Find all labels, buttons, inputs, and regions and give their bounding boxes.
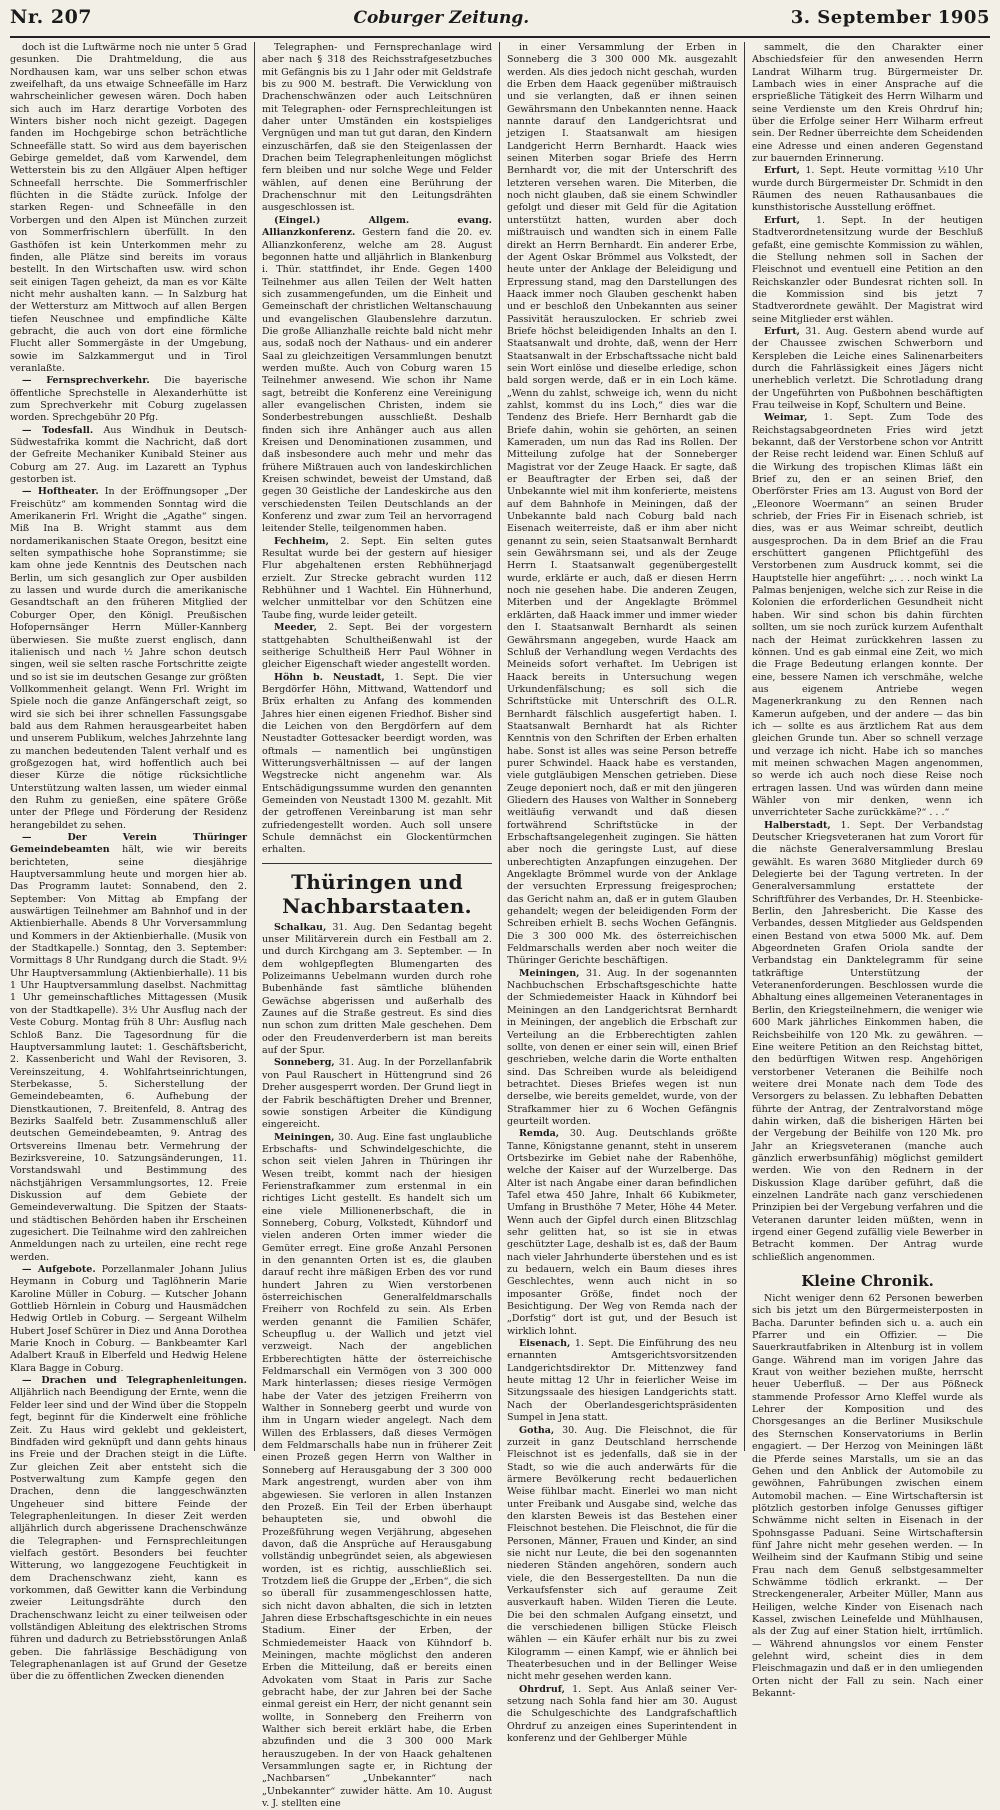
article-dateline: Meeder, <box>274 622 317 634</box>
article-paragraph <box>752 215 983 326</box>
article-paragraph <box>507 1338 737 1424</box>
article-paragraph <box>10 486 247 832</box>
article-text: 1. Sept. Aus Anlaß seiner Ver- setzung nach Sohla fand hier am 30. August die Schulgeschichte des Landgrafschaftlich Ohrdruf zu anzeigen eines Superintendent in konferenz und der Gehlberger Mühle <box>507 1683 737 1745</box>
article-text: Porzellanmaler Johann Julius Heymann in Coburg und Taglöhnerin Marie Karoline Müller in Coburg. — Kutscher Johann Gottlieb Hörnlein in Coburg und Hausmädchen Hedwig Ortleb in Coburg. — Sergeant Wilhelm Hubert Josef Schürer in Diez und Anna Dorothea Marie Knoch in Coburg. — Bankbeamter Karl Adalbert Krauß in Elberfeld und Hedwig Helene Klara Bagge in Coburg. <box>10 1264 247 1374</box>
article-text: 31. Aug. Gestern abend wurde auf der Chaussee zwischen Schwerborn und Kerspleben die Leiche eines Salinenarbeiters durch die Fahrlässigkeit eines Jägers nicht unerheblich verletzt. Die Schrotladung drang der Ungeführten von Pußbohnen beschäftigten Frau teilweise in Kopf, Schultern und Beine. <box>752 325 983 411</box>
column-2 <box>255 42 500 1810</box>
article-text: 1. Sept. Die Einführung des neu ernannten Amtsgerichtsvorsitzenden Landgerichtsdirektor Dr. Mittenzwey fand heute mittag 12 Uhr in feierlicher Weise im Sitzungssaale des hiesigen Landgerichts statt. Nach der Oberlandesgerichtspräsidenten Sumpel in Jena statt. <box>507 1338 737 1424</box>
column-1 <box>10 42 255 1683</box>
article-dateline: Erfurt, <box>764 214 800 226</box>
article-paragraph <box>262 1132 492 1810</box>
article-text: Alljährlich nach Beendigung der Ernte, wenn die Felder leer sind und der Wind über die Stoppeln fegt, beginnt für die Kinderwelt eine fröhliche Zeit. Zu Haus wird geklebt und gekleistert, Bindfaden wird geknüpft und dann gehts hinaus ins Freie und der Drachen steigt in die Lüfte. Zur gleichen Zeit aber entsteht sich die Postverwaltung zum Kampfe gegen den Drachen, denn die langgeschwänzten Ungeheuer sind bittere Feinde der Telegraphenleitungen. In dieser Zeit werden alljährlich durch abgerissene Drachenschwänze die Telegraphen- und Fernsprechleitungen vielfach gestört. Besonders bei feuchter Witterung, wo langgezogene Feuchtigkeit in dem Drachenschwanz zieht, kann es vorkommen, daß Gewitter kann die Verbindung zweier Leitungsdrähte durch den Drachenschwanz leicht zu einer teilweisen oder vollständigen Ableitung des elektrischen Stroms führen und dadurch zu Betriebsstörungen Anlaß geben. Die fahrlässige Beschädigung von Telegraphenanlagen ist auf Grund der Gesetze über die zu öffentlichen Zwecken dienenden <box>10 1387 247 1683</box>
article-paragraph <box>262 622 492 671</box>
article-paragraph <box>752 1293 983 1700</box>
article-dateline: Fechheim, <box>274 535 329 547</box>
article-text: doch ist die Luftwärme noch nie unter 5 Grad gesunken. Die Drahtmeldung, die aus Nordhausen kam, war uns selber schon etwas zweifelhaft, da uns etwaige Schneefälle im Harz wahrscheinlicher gewesen wären. Doch haben sich auch im Harz derartige Vorboten des Winters bisher noch nicht gezeigt. Dagegen fanden im Hochgebirge schon beträchtliche Schneefälle statt. So wird aus dem bayerischen Gebirge gemeldet, daß vom Karwendel, dem Wetterstein bis zu den Allgäuer Alpen heftiger Schneefall herrschte. Die Sommerfrischler flüchten in die Städte zurück. Infolge der starken Regen- und Schneefälle in den Vorbergen und den Alpen ist München zurzeit von Sommerfrischlern überfüllt. In den Gasthöfen ist kein Unterkommen mehr zu finden, alle Plätze sind bereits im voraus bestellt. In den Wirtschaften usw. wird schon seit einigen Tagen geheizt, da man es vor Kälte nicht mehr aushalten kann. — In Salzburg hat der Wettersturz am Mittwoch auf allen Bergen tiefen Neuschnee und empfindliche Kälte gebracht, die auch von dort eine förmliche Flucht aller Sommergäste in der Umgebung, sowie im Salzkammergut und in Tirol veranlaßte. <box>10 42 247 374</box>
column-3 <box>500 42 745 1745</box>
article-text: 30. Aug. Die Fleischnot, die für zurzeit in ganz Deutschland herrschende Fleischnot ist es jedenfalls, daß sie in der Stadt, so wie die auch anderwärts für die ärmere Bevölkerung recht bedauerlichen Weise fühlbar macht. Einerlei wo man nicht unter Freibank und Ausgabe sind, welche das den klarsten Beweis ist das Bestehen einer Fleischnot bestehen. Die Fleischnot, die für die Personen, Männer, Frauen und Kinder, an sind sie nicht nur Leute, die bei den sogenannten niederen Ständen angehören, sondern auch viele, die den Bessergestellten. Da nun die Verkaufsfenster sich auf geraume Zeit ausverkauft haben. Wilden Tieren die Leute. Die bei den schmalen Aufgang einsetzt, und die verschiedenen billigen Stücke Fleisch wählen — ein Käufer erhält nur bis zu zwei Kilogramm — einen Kampf, wie er ähnlich bei Theaterbesuchen und in der Bellinger Weise nicht mehr gesehen werden kann. <box>507 1424 737 1683</box>
article-text: In der Eröffnungsoper „Der Freischütz“ am kommenden Sonntag wird die Amerikanerin Frl. Wright die „Agathe“ singen. Miß Ina B. Wright stammt aus dem nordamerikanischen Staate Oregon, besitzt eine selten sympathische hohe Sopranstimme; sie kam ohne jede Kenntnis des Deutschen nach Berlin, um sich gesanglich zur Oper ausbilden zu lassen und wurde durch die amerikanische Gesandtschaft an den früheren Mitglied der Coburger Oper, den Königl. Preußischen Hofopernsänger Herrn Müller-Kannberg überwiesen. Sie mußte zuerst englisch, dann italienisch und nach ½ Jahre schon deutsch singen, weil sie selten rasche Fortschritte zeigte und so ist sie im deutschen Gesange zur größten Vollkommenheit gelangt. Wenn Frl. Wright im Spiele noch die ganze Anfängerschaft zeigt, so wird sie sich bei ihrer schnellen Fassungsgabe bald aus dem Rahmen herausgearbeitet haben und unserem Publikum, welches Jahrzehnte lang zu manchen bedeutenden Talent verhalf und es großgezogen hat, wird hoffentlich auch bei dieser Kürze die nötige rücksichtliche Unterstützung walten lassen, um wieder einmal den Ruhm zu genießen, eine spätere Größe unter der Pflege und Förderung der Residenz herangebildet zu sehen. <box>10 486 247 831</box>
article-dateline: Schalkau, <box>274 921 327 933</box>
article-dateline: Erfurt, <box>764 165 800 177</box>
article-dateline: Weimar, <box>764 412 808 424</box>
article-text: Telegraphen- und Fernsprechanlage wird aber nach § 318 des Reichsstrafgesetzbuches mit Gefängnis bis zu 1 Jahr oder mit Geldstrafe bis zu 900 M. bestraft. Die Verwicklung von Drachenschwänzen oder auch Leitschnüren mit Telegraphen- oder Fernsprechleitungen ist daher unter Umständen ein kostspieliges Vergnügen und man tut gut daran, den Kindern einzuschärfen, daß sie den Steigenlassen der Drachen beim Telegraphenleitungen möglichst fern bleiben und nur solche Wege und Felder wählen, auf denen eine Berührung der Drachenschnur mit den Leitungsdrähten ausgeschlossen ist. <box>262 42 492 214</box>
article-paragraph <box>262 536 492 622</box>
article-dateline: — Hoftheater. <box>22 486 99 498</box>
article-text: 31. Aug. In der Porzellanfabrik von Paul Rauschert in Hüttengrund sind 26 Dreher ausgesperrt worden. Der Grund liegt in der Fabrik beschäftigten Dreher und Brenner, sowie sonstigen Arbeiter die Kündigung eingereicht. <box>262 1057 492 1131</box>
article-paragraph <box>752 165 983 214</box>
article-text: in einer Versammlung der Erben in Sonneberg die 3 300 000 Mk. ausgezahlt werden. Als dies jedoch nicht geschah, wurden die Erben dem Haack gegenüber mißtrauisch und sie verlangten, daß er ihnen seinen Gewährsmann den Unbekannten nenne. Haack nannte darauf den Landgerichtsrat und jetzigen I. Staatsanwalt am hiesigen Landgericht Herrn Bernhardt. Haack wies seinen Miterben sogar Briefe des Herrn Bernhardt vor, die mit der Unterschrift des letzteren versehen waren. Die Miterben, die noch nicht glauben, daß sie einem Schwindler gefolgt und dieser mit Geld für die Agitation unterstützt hatten, wurden aber doch mißtrauisch und wandten sich in einem Falle direkt an Herrn Bernhardt. Ein anderer Erbe, der Agent Oskar Brömmel aus Volkstedt, der heute unter der Anklage der Beleidigung und Erpressung stand, mag den Darstellungen des Haack immer noch Glauben geschenkt haben und er beschloß den Unbekannten aus seiner Passivität herauszulocken. Er schrieb zwei Briefe höchst beleidigenden Inhalts an den I. Staatsanwalt und drohte, daß, wenn der Herr Staatsanwalt in der Erbschaftssache nicht bald sein Wort einlöse und dieselbe erledige, schon bald sorgen werde, daß er in ein Loch käme. „Wenn du zahlst, schweige ich, wenn du nicht zahlst, kommst du ins Loch,“ dies war die Tendenz des Briefe. Herr Bernhardt gab die Briefe dahin, wohin sie gehörten, an seinen Kameraden, um nun das Rad ins Rollen. Der Mitteilung zufolge hat der Sonneberger Magistrat vor der Zeuge Haack. Er sagte, daß er Beauftragter der Erben sei, daß der Unbekannte wiel mit ihm konferierte, meistens auf dem Bahnhofe in Meiningen, daß der Unbekannte bald nach Coburg bald nach Eisenach weiterreiste, daß er ihm aber nicht genannt zu sein, seien Staatsanwalt Bernhardt sein Gewährsmann sei, und als der Zeuge Herrn I. Staatsanwalt gegenübergestellt wurde, erklärte er auch, daß er diesen Herrn noch nie gesehen habe. Die anderen Zeugen, Miterben und der Angeklagte Brömmel erklärten, daß Haack immer und immer wieder den I. Staatsanwalt Bernhardt als seinen Gewährsmann angegeben, wurde Haack am Schluß der Verhandlung wegen Verdachts des Meineids sofort verhaftet. Im Uebrigen ist Haack bereits in Untersuchung wegen Urkundenfälschung; es soll sich die Schriftstücke mit Unterschrift des O.L.R. Bernhardt fälschlich ausgefertigt haben. I. Staatsanwalt Bernhardt hat als Richter Kenntnis von den Schriften der Erben erhalten habe. Sonst ist alles was seine Person betreffe purer Schwindel. Haack habe es verstanden, viele gutgläubigen Menschen getrieben. Diese Zeuge deponiert noch, daß er mit den jüngeren Gliedern des Hauses von Walther in Sonneberg weitläufig verwandt und daß diesen fortwährend Schriftstücke in der Erbschaftsangelegenheit zugingen. Sie hätten aber noch die geringste Lust, auf diese unberechtigten Anzapfungen einzugehen. Der Angeklagte Brömmel wurde von der Anklage der versuchten Erpressung freigesprochen; das Gericht nahm an, daß er in gutem Glauben gehandelt; wegen der beleidigenden Form der Schreiben erhielt B. sechs Wochen Gefängnis. Die 3 300 000 Mk. des österreichischen Feldmarschalls werden aber noch weiter die Thüringer Gerichte beschäftigen. <box>507 42 737 967</box>
article-text: 1. Sept. Zum Tode des Reichstagsabgeordneten Fries wird jetzt bekannt, daß der Verstorbene schon vor Antritt der Reise recht leidend war. Einen Schluß auf die Wirkung des tropischen Klimas läßt ein Brief zu, den er an seinen Brief, den Oberförster Fries am 13. August von Bord der „Eleonore Woermann“ an seinen Bruder schrieb, der Fries Fir in Eisenach schrieb, ist dies, was er aus Weimar schreibt, deutlich ausgesprochen. Da in dem Brief an die Frau erschüttert gangenen Pflichtgefühl des Verstorbenen zum Ausdruck kommt, sei die Hauptstelle hier angeführt: „. . . noch winkt La Palmas benjenigen, welche sich zur Reise in die Kolonien die erforderlichen Gesundheit nicht haben. Wir sind schon bis dahin fürchten sollten, um sie noch zurück kurzem Aufenthalt nach der Heimat zurückkehren lassen zu können. Und es gab einmal eine Zeit, wo mich die Frage Bedeutung erlangen konnte. Der eine, bessere Namen ich verschmähe, welche aus eigenem Antriebe wegen Magenerkrankung zu den Rennen nach Kamerun aufgeben, und der andere — das bin ich — sollte es aus ärztlichem Rat aus dem gleichen Grunde tun. Aber so schnell verzage und verzage ich nicht. Habe ich so manches mit meinen schwachen Magen angenommen, so werde ich auch noch diese Reise noch ertragen lassen. Und was würden dann meine Wähler von mir denken, wenn ich unverrichteter Sache zurückkäme?“ . . .“ <box>752 412 983 819</box>
article-paragraph <box>262 42 492 215</box>
article-text: hält, wie wir bereits berichteten, seine diesjährige Hauptversammlung heute und morgen hier ab. Das Programm lautet: Sonnabend, den 2. September: Von Mittag ab Empfang der auswärtigen Teilnehmer am Bahnhof und in der Aktienbierhalle. Abends 8 Uhr Vorversammlung und Kommers in der Aktienbierhalle. (Musik von der Stadtkapelle.) Sonntag, den 3. September: Vormittags 8 Uhr Rundgang durch die Stadt. 9½ Uhr Hauptversammlung (Aktienbierhalle). 11 bis 1 Uhr Hauptversammlung daselbst. Nachmittag 1 Uhr gemeinschaftliches Mittagessen (Musik von der Stadtkapelle). 3½ Uhr Ausflug nach der Veste Coburg. Montag früh 8 Uhr: Ausflug nach Schloß Banz. Die Tagesordnung für die Hauptversammlung lautet: 1. Geschäftsbericht, 2. Kassenbericht und Wahl der Revisoren, 3. Vereinszeitung, 4. Wohlfahrtseinrichtungen, Sterbekasse, 5. Sicherstellung der Gemeindebeamten, 6. Aufhebung der Dienstkautionen, 7. Breitenfeld, 8. Antrag des Bezirks Saalfeld betr. Zusammenschluß aller deutschen Gemeindebeamten, 9. Antrag des Ortsvereins Ilmenau betr. Vermehrung der Bezirksvereine, 10. Satzungsänderungen, 11. Vorstandswahl und Bestimmung des nächstjährigen Versammlungsortes, 12. Freie Diskussion auf dem Gebiete der Gemeindeverwaltung. Die Spitzen der Staats- und städtischen Behörden haben ihr Erscheinen zugesichert. Die Teilnahme wird den zahlreichen Anmeldungen nach zu urteilen, eine recht rege werden. <box>10 844 247 1263</box>
article-text: 2. Sept. Bei der vorgestern stattgehabten Schultheißenwahl ist der seitherige Schultheiß Herr Paul Wöhner in gleicher Eigenschaft wieder angestellt worden. <box>262 622 492 671</box>
article-dateline: — Der Verein Thüringer Gemeindebeamten <box>10 832 247 856</box>
article-text: 1. Sept. In der heutigen Stadtverordnetensitzung wurde der Beschluß gefaßt, eine gemischte Kommission zu wählen, die Stellung nehmen soll in Sachen der Fleischnot und eventuell eine Petition an den Reichskanzler oder Bundesrat richten soll. In die Kommission sind bis jetzt 7 Stadtverordnete gewählt. Der Magistrat wird seine Mitglieder erst wählen. <box>752 214 983 325</box>
article-dateline: Halberstadt, <box>764 819 831 831</box>
article-dateline: Sonneberg, <box>274 1057 335 1069</box>
article-paragraph <box>10 42 247 375</box>
article-dateline: — Fernsprechverkehr. <box>22 375 150 387</box>
article-text: 30. Aug. Deutschlands größte Tanne, Königstanne genannt, steht in unserem Ortsbezirke im Gebiet nahe der Rabenhöhe, welche der Kaiser auf der Wurzelberge. Das Alter ist nach Angabe einer daran befindlichen Tafel etwa 450 Jahre, Inhalt 66 Kubikmeter, Umfang in Brusthöhe 7 Meter, Höhe 44 Meter. Wenn auch der Gipfel durch einen Blitzschlag sehr gelitten hat, so ist sie in etwas geschützter Lage, deshalb ist es, daß der Baum nach vieler Jahrhunderte überstehen und es ist zu bedauern, welch ein Baum dieses ihres Geschlechtes, wenn auch nicht in so imposanter Größe, findet noch der Besichtigung. Der Weg von Remda nach der „Dorfstig“ dort ist gut, und der Besuch ist wirklich lohnt. <box>507 1128 737 1337</box>
article-paragraph <box>10 1375 247 1684</box>
article-dateline: — Todesfall. <box>22 424 94 436</box>
article-dateline: Meiningen, <box>274 1131 335 1143</box>
article-text: Gestern fand die 20. ev. Allianzkonferenz, welche am 28. August begonnen hatte und alljährlich in Blankenburg i. Thür. stattfindet, ihr Ende. Gegen 1400 Teilnehmer aus allen Teilen der Welt hatten sich zusammengefunden, um die Einheit und Gemeinschaft der christlichen Weltanschauung und evangelischen Glaubenslehre darzutun. Die große Allianzhalle reichte bald nicht mehr aus, sodaß noch der Nathaus- und ein anderer Saal zu gleichzeitigen Versammlungen benutzt werden mußte. Auch von Coburg waren 15 Teilnehmer anwesend. Wie schon ihr Name sagt, betreibt die Konferenz eine Vereinigung aller evangelischen Christen, indem sie Sonderbestrebungen ausschließt. Deshalb finden sich ihre Anhänger auch aus allen Kreisen und Denominationen zusammen, und daß insbesondere auch mehr und mehr das frühere Mißtrauen auch von landeskirchlichen Kreisen schwindet, beweist der Umstand, daß gegen 30 Geistliche der Landeskirche aus den verschiedensten Teilen Deutschlands an der Konferenz und zwar zum Teil an hervorragend leitender Stelle, teilgenommen haben. <box>262 227 492 535</box>
article-paragraph <box>262 922 492 1058</box>
article-text: sammelt, die den Charakter einer Abschiedsfeier für den anwesenden Herrn Landrat Wilharm trug. Bürgermeister Dr. Lambach wies in einer Ansprache auf die ersprießliche Tätigkeit des Herrn Wilharm und seine Verdienste um den Kreis Ohrdruf hin; über die Erfolge seiner Herr Wilharm erfreut sein. Der Redner überreichte dem Scheidenden eine Adresse und einen anderen Gegenstand zur bauernden Erinnerung. <box>752 42 983 165</box>
article-paragraph <box>752 412 983 819</box>
article-paragraph <box>507 1425 737 1684</box>
article-paragraph <box>10 1264 247 1375</box>
article-dateline: Ohrdruf, <box>519 1683 565 1695</box>
article-dateline: — Drachen und Telegraphenleitungen. <box>22 1375 247 1387</box>
article-paragraph <box>507 42 737 968</box>
article-text: 1. Sept. Der Verbandstag Deutscher Kriegsveteranen hat zum Vorort für die nächste Generalversammlung Breslau gewählt. Es waren 3680 Mitglieder durch 69 Delegierte bei der Tagung vertreten. In der Generalversammlung erstattete der Schriftführer des Verbandes, Dr. H. Steenbicke-Berlin, den Jahresbericht. Die Kasse des Verbandes, dessen Mitglieder aus Geldspenden einen Bestand von etwa 5000 Mk. auf. Dem Abgeordneten Grafen Oriola sandte der Verbandstag ein Danktelegramm für seine tatkräftige Unterstützung der Veteranenforderungen. Beschlossen wurde die Abhaltung eines allgemeinen Veteranentages in Berlin, den Kriegsteilnehmern, die weniger wie 600 Mark jährliches Einkommen haben, die Reichsbeihilfe von 120 Mk. zu gewähren. — Eine weitere Petition an den Reichstag bittet, den bedürftigen Witwen resp. Angehörigen verstorbener Veteranen die Beihilfe noch weitere drei Monate nach dem Tode des Versorgers zu belassen. Zu lebhaften Debatten führte der Antrag, der Zentralvorstand möge dahin wirken, daß die bisherigen Härten bei der Vergebung der Beihilfe von 120 Mk. pro Jahr an Kriegsveteranen (manche auch gänzlich erwerbsunfähig) möglichst gemildert werden. Wie von den Rednern in der Diskussion Klage darüber geführt, daß die einzelnen Landräte nach ganz verschiedenen Prinzipien bei der Vergebung verfahren und die Veteranen darunter leiden müßten, wenn in irgend einer Gegend zufällig viele Bewerber in Betracht kommen. Der Antrag wurde schließlich angenommen. <box>752 819 983 1263</box>
article-paragraph <box>10 425 247 487</box>
article-paragraph <box>752 42 983 165</box>
article-paragraph <box>507 1684 737 1746</box>
article-paragraph <box>10 832 247 1264</box>
section-heading: Kleine Chronik. <box>801 1272 934 1291</box>
masthead <box>10 6 990 38</box>
article-paragraph <box>10 375 247 424</box>
issue-number: Nr. 207 <box>10 6 93 28</box>
article-text: 1. Sept. Heute vormittag ½10 Uhr wurde durch Bürgermeister Dr. Schmidt in den Räumen des neuen Rathausanbaues die kunsthistorische Ausstellung eröffnet. <box>752 165 983 214</box>
article-text: 31. Aug. In der sogenannten Nachbuchschen Erbschaftsgeschichte hatte der Schmiedemeister Haack in Kühndorf bei Meiningen an den Landgerichtsrat Bernhardt in Meiningen, der angeblich die Erbschaft zur Verteilung an die Erbberechtigten zahlen sollte, von denen er einer sein will, einen Brief geschrieben, welche darin die Worte enthalten sind. Das Schreiben wurde als beleidigend betrachtet. Dieses Briefes wegen ist nun derselbe, wie bereits gemeldet, wurde, von der Strafkammer hier zu 6 Wochen Gefängnis geurteilt worden. <box>507 967 737 1127</box>
column-4 <box>745 42 990 1700</box>
article-paragraph <box>507 968 737 1128</box>
newspaper-title: Coburger Zeitung. <box>353 8 530 28</box>
article-text: 2. Sept. Ein selten gutes Resultat wurde bei der gestern auf hiesiger Flur abgehaltenen ersten Rebhühnerjagd erzielt. Zur Strecke gebracht wurden 112 Rebhühner und 1 Wachtel. Ein Hühnerhund, welcher unmittelbar vor den Schützen eine Taube fing, wurde leider geteilt. <box>262 535 492 621</box>
article-text: 1. Sept. Die vier Bergdörfer Höhn, Mittwand, Wattendorf und Brüx erhalten zu Anfang des kommenden Jahres hier einen eigenen Friedhof. Bisher sind die Leichen von den Bergdörfern auf dem Neustadter Gottesacker beerdigt worden, was oftmals — namentlich bei ungünstigen Witterungsverhältnissen — auf der langen Wegstrecke nicht angenehm war. Als Entschädigungssumme wurden den genannten Gemeinden von Neustadt 1300 M. gezahlt. Mit der getroffenen Vereinbarung ist man sehr zufriedengestellt worden. Auch soll unsere Schule demnächst ein Glockentürmchen erhalten. <box>262 671 492 856</box>
article-text: Nicht weniger denn 62 Personen bewerben sich bis jetzt um den Bürgermeisterposten in Bacha. Darunter befinden sich u. a. auch ein Pfarrer und ein Offizier. — Die Sauerkrautfabriken in Altenburg ist in vollem Gange. Während man im vorigen Jahre das Kraut von weither beziehen mußte, herrscht heuer Ueberfluß. — Der aus Pößneck stammende Professor Arno Kleffel wurde als Lehrer der Komposition und des Chorsgesanges an die Berliner Musikschule des Sternschen Konservatoriums in Berlin engagiert. — Der Herzog von Meiningen läßt die Pferde seines Marstalls, um sie an das Gehen und den Anblick der Automobile zu gewöhnen, Fahrübungen zwischen einem Automobil machen. — Eine Wirtschaftersin ist plötzlich gestorben infolge Genusses giftiger Schwämme nicht selten in Eisenach in der Spohnsgasse Paduani. Seine Wirtschaftersin fünf Jahre nicht mehr gesehen werden. — In Weilheim sind der Kaufmann Stibig und seine Frau nach dem Genuß selbstgesammelter Schwämme tödlich erkrankt. — Der Streckengeneraler, Arbeiter Müller, Mann aus Heiligen, welche Kinder von Eisenach nach Kassel, zwischen Leinefelde und Mühlhausen, als der Zug auf einer Station hielt, irrtümlich. — Während ahnungslos vor einem Fenster gelehnt wird, scheint dies in dem Fleischmagazin und daß er in den umliegenden Orten nicht der Fall zu sein. Nach einer Bekannt- <box>752 1293 983 1700</box>
article-paragraph <box>752 820 983 1264</box>
article-dateline: Remda, <box>519 1128 560 1140</box>
article-paragraph <box>262 215 492 536</box>
article-text: 31. Aug. Den Sedantag begeht unser Militärverein durch ein Festball am 2. und durch Kirchgang am 3. September. — In dem wohlgepflegten Blumengarten des Polizeimanns Uebelmann wurden durch rohe Bubenhände fast sämtliche blühenden Gewächse abgerissen und außerhalb des Zaunes auf die Straße gestreut. Es sind dies nun schon zum dritten Male geschehen. Dem oder den Freudenverderbern ist man bereits auf der Spur. <box>262 921 492 1057</box>
text-columns <box>10 42 990 1810</box>
article-dateline: Meiningen, <box>519 967 580 979</box>
article-dateline: Gotha, <box>519 1424 555 1436</box>
article-dateline: Erfurt, <box>764 325 800 337</box>
article-paragraph <box>262 672 492 857</box>
issue-date: 3. September 1905 <box>790 7 990 28</box>
article-paragraph <box>262 1057 492 1131</box>
article-paragraph <box>752 326 983 412</box>
article-dateline: — Aufgebote. <box>22 1264 96 1276</box>
article-text: 30. Aug. Eine fast unglaubliche Erbschafts- und Schwindelgeschichte, die schon seit vielen Jahren in Thüringen ihr Wesen treibt, kommt nach der hiesigen Ferienstrafkammer zum erstenmal in ein richtiges Licht gestellt. Es handelt sich um eine viele Millionenerbschaft, die in Sonneberg, Coburg, Volkstedt, Kühndorf und vielen anderen Orten immer wieder die Gemüter erregt. Eine große Anzahl Personen in den genannten Orten ist es, die glauben darauf recht ihre mäßigen Erben des vor rund hundert Jahren zu Wien verstorbenen österreichischen Generalfeldmarschalls Freiherr von Rochfeld zu sein. Als Erben werden genannt die Familien Schäfer, Scheupflug u. der Wallich und jetzt viel verzweigt. Nach der angeblichen Erbberechtigten hätte der österreichische Feldmarschall ein Vermögen von 3 300 000 Mark hinterlassen; dieses riesige Vermögen habe der Vater des jetzigen Freiherrn von Walther in Sonneberg geerbt und wurde von ihm in Ungarn wieder angelegt. Nach dem Willen des Erblassers, daß dieses Vermögen dem Feldmarschalls habe nun in früherer Zeit einen Prozeß gegen Herrn von Walther in Sonneberg auf Herausgabung der 3 300 000 Mark angestrengt, wurden aber von ihm abgewiesen. Sie verloren in allen Instanzen den Prozeß. Ein Teil der Erben überhaupt behaupteten sie, und obwohl die Prozeßführung wegen Verjährung, abgesehen davon, daß die Ansprüche auf Herausgabung vollständig unbegründet seien, als abgewiesen worden, ist es richtig, ausschließlich sei. Trotzdem ließ die Gruppe der „Erben“, die sich so überall für zusammengeschlossen hatte, sich nicht davon abhalten, die sich in letzten Jahren diese Erbschaftsgeschichte in ein neues Stadium. Einer der Erben, der Schmiedemeister Haack von Kühndorf b. Meiningen, machte möglichst den anderen Erben die Mitteilung, daß er bereits einen Advokaten vom Staat in Paris zur Sache gebracht habe, der zur Jahren bei der Sache einmal gereist ein Herr, der nicht genannt sein wollte, in Sonneberg den Freiherrn von Walther sich bereit erklärt habe, die Erben abzufinden und die 3 300 000 Mark herauszugeben. In der von Haack gehaltenen Versammlungen sagte er, in Richtung der „Nachbarsen“ „Unbekannter“ nach „Unbekannter“ zuwider hätte. Am 10. August v. J. stellten eine <box>262 1131 492 1810</box>
article-paragraph <box>507 1128 737 1338</box>
article-text: Aus Windhuk in Deutsch-Südwestafrika kommt die Nachricht, daß dort der Gefreite Mechaniker Kunibald Steiner aus Coburg am 27. Aug. im Lazarett an Typhus gestorben ist. <box>10 424 247 486</box>
section-heading: Thüringen und Nachbarstaaten. <box>262 863 492 918</box>
article-dateline: Höhn b. Neustadt, <box>274 671 385 683</box>
article-dateline: Eisenach, <box>519 1338 571 1350</box>
article-dateline: (Eingel.) Allgem. evang. Allianzkonferenz. <box>262 214 492 239</box>
article-text: Die bayerische öffentliche Sprechstelle in Alexanderhütte ist zum Sprechverkehr mit Coburg zugelassen worden. Sprechgebühr 20 Pfg. <box>10 375 247 424</box>
